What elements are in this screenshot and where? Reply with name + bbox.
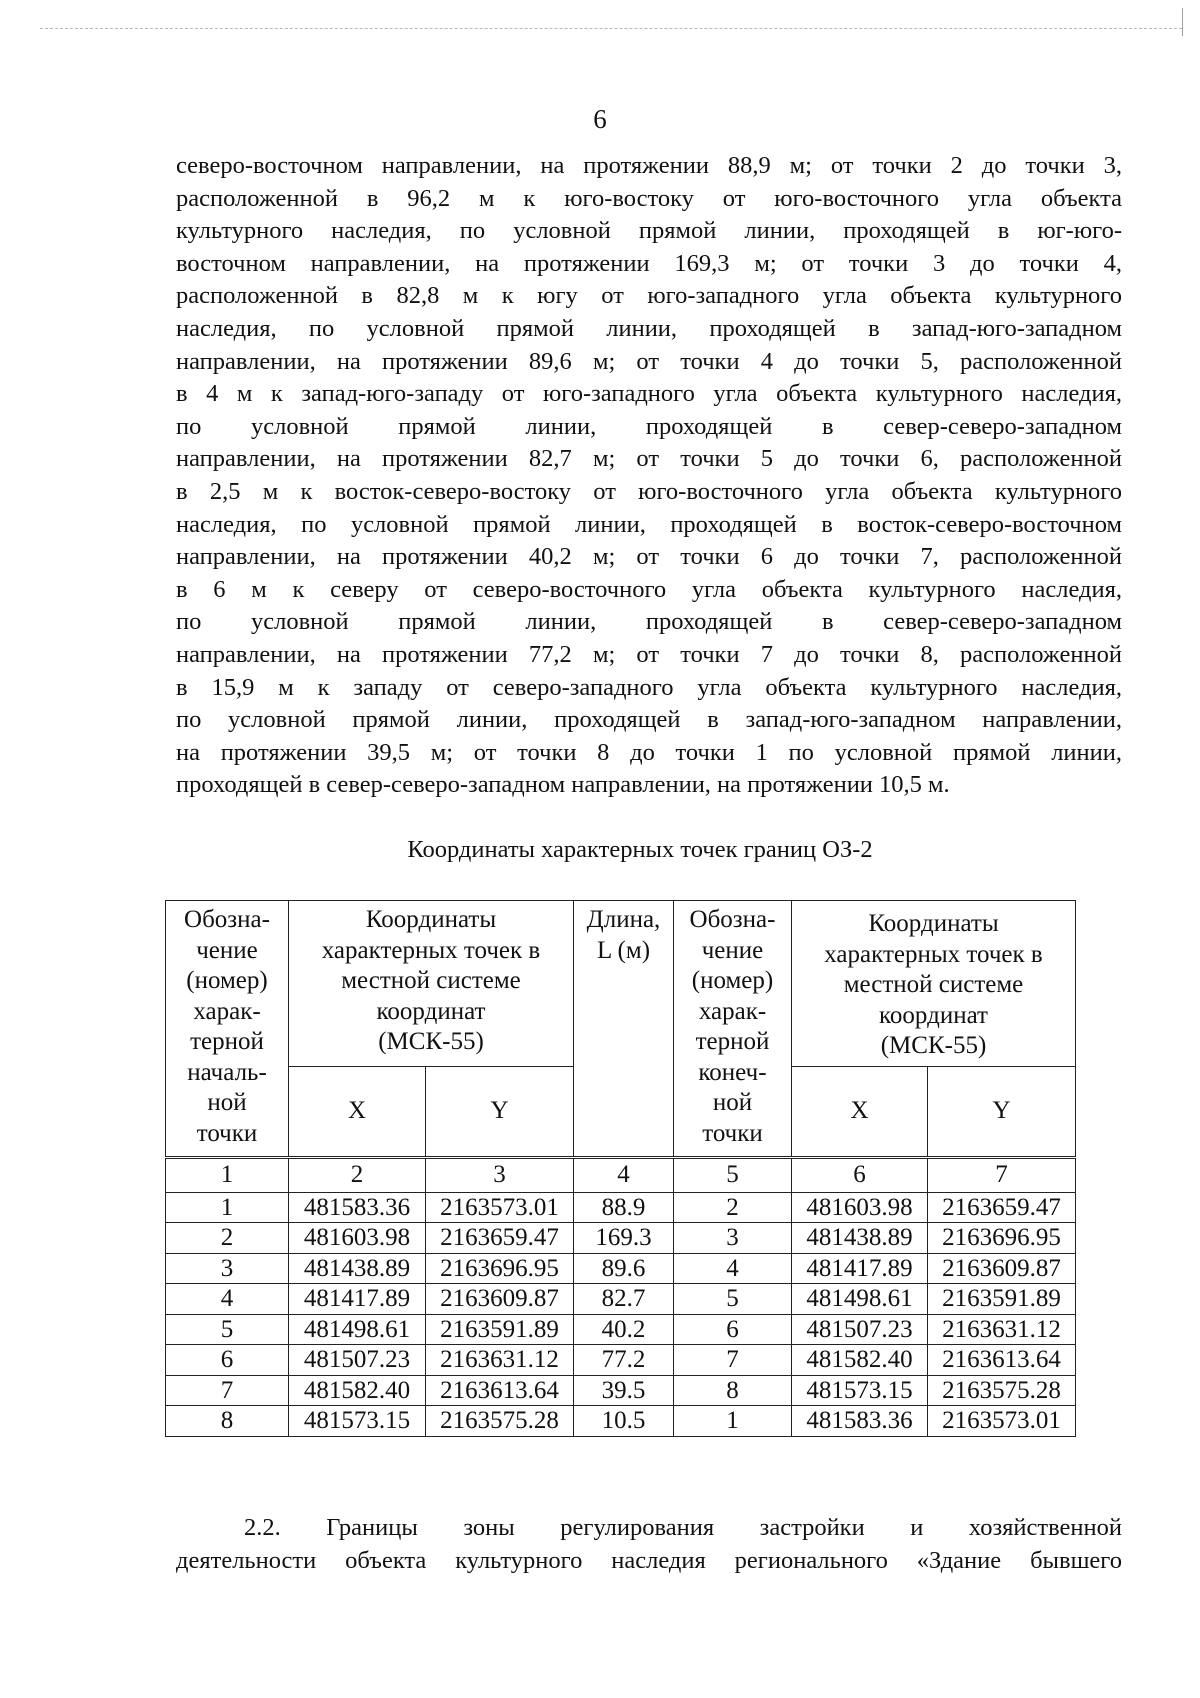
text-line: наследия, по условной прямой линии, проходящей в восток-северо-восточном (176, 510, 1122, 538)
table-row (166, 1253, 1076, 1284)
table-row (166, 1192, 1076, 1223)
table-cell: 481507.23 (792, 1314, 928, 1345)
text-line: 2.2. Границы зоны регулирования застройки и хозяйственной (244, 1514, 1122, 1541)
table-cell: 481603.98 (792, 1192, 928, 1223)
table-cell: 481507.23 (289, 1345, 426, 1376)
table-cell: 481582.40 (289, 1375, 426, 1406)
text-line: направлении, на протяжении 77,2 м; от точки 7 до точки 8, расположенной (176, 640, 1122, 668)
table-cell: 4 (674, 1253, 792, 1284)
column-number: 1 (166, 1158, 289, 1193)
text-line: направлении, на протяжении 89,6 м; от точки 4 до точки 5, расположенной (176, 347, 1122, 375)
table-cell: 2163575.28 (426, 1406, 574, 1437)
table-row (166, 1284, 1076, 1315)
table-row (166, 1314, 1076, 1345)
header-start-point: Обозна- чение (номер) харак- терной началь- ной точки (166, 901, 289, 1158)
column-number: 4 (574, 1158, 674, 1193)
text-line: по условной прямой линии, проходящей в север-северо-западном (176, 412, 1122, 440)
text-line: северо-восточном направлении, на протяжении 88,9 м; от точки 2 до точки 3, (176, 152, 1122, 179)
text-line: культурного наследия, по условной прямой линии, проходящей в юг-юго- (176, 217, 1122, 245)
table-cell: 2163631.12 (928, 1314, 1076, 1345)
table-cell: 6 (166, 1345, 289, 1376)
scan-edge-line (40, 28, 1182, 29)
table-cell: 2163696.95 (928, 1223, 1076, 1254)
header-x-start: X (289, 1066, 426, 1157)
table-row (166, 1406, 1076, 1437)
table-cell: 481603.98 (289, 1223, 426, 1254)
column-number-row (166, 1158, 1076, 1193)
text-line: деятельности объекта культурного наследия регионального «Здание бывшего (176, 1546, 1122, 1574)
table-cell: 481498.61 (289, 1314, 426, 1345)
table-cell: 2163659.47 (426, 1223, 574, 1254)
table-cell: 481583.36 (792, 1406, 928, 1437)
page-number: 6 (593, 104, 607, 134)
text-line: проходящей в север-северо-западном направлении, на протяжении 10,5 м. (176, 771, 950, 799)
table-cell: 2 (166, 1223, 289, 1254)
text-line: направлении, на протяжении 40,2 м; от точки 6 до точки 7, расположенной (176, 543, 1122, 571)
text-line: на протяжении 39,5 м; от точки 8 до точки 1 по условной прямой линии, (176, 738, 1122, 766)
header-x-end: X (792, 1066, 928, 1157)
column-number: 2 (289, 1158, 426, 1193)
text-line: в 4 м к запад-юго-западу от юго-западного угла объекта культурного наследия, (176, 380, 1122, 408)
table-cell: 481417.89 (289, 1284, 426, 1315)
text-line: восточном направлении, на протяжении 169,3 м; от точки 3 до точки 4, (176, 249, 1122, 277)
text-line: направлении, на протяжении 82,7 м; от точки 5 до точки 6, расположенной (176, 445, 1122, 473)
text-line: в 6 м к северу от северо-восточного угла объекта культурного наследия, (176, 575, 1122, 603)
table-cell: 2163575.28 (928, 1375, 1076, 1406)
table-cell: 1 (674, 1406, 792, 1437)
table-cell: 1 (166, 1192, 289, 1223)
table-row (166, 1375, 1076, 1406)
text-line: расположенной в 96,2 м к юго-востоку от юго-восточного угла объекта (176, 184, 1122, 212)
column-number: 7 (928, 1158, 1076, 1193)
scan-edge-mark (1182, 8, 1183, 36)
header-y-end: Y (928, 1066, 1076, 1157)
table-cell: 481573.15 (289, 1406, 426, 1437)
table-cell: 481438.89 (792, 1223, 928, 1254)
table-cell: 10.5 (574, 1406, 674, 1437)
header-y-start: Y (426, 1066, 574, 1157)
table-cell: 8 (674, 1375, 792, 1406)
table-cell: 481417.89 (792, 1253, 928, 1284)
header-length: Длина, L (м) (574, 901, 674, 1158)
table-cell: 88.9 (574, 1192, 674, 1223)
table-cell: 2163613.64 (928, 1345, 1076, 1376)
table-cell: 481573.15 (792, 1375, 928, 1406)
table-cell: 40.2 (574, 1314, 674, 1345)
table-cell: 82.7 (574, 1284, 674, 1315)
table-cell: 5 (166, 1314, 289, 1345)
table-cell: 8 (166, 1406, 289, 1437)
header-end-point: Обозна- чение (номер) харак- терной конеч- ной точки (674, 901, 792, 1158)
table-row (166, 1345, 1076, 1376)
table-cell: 4 (166, 1284, 289, 1315)
header-end-coordinates: Координаты характерных точек в местной системе координат (МСК-55) (792, 901, 1076, 1067)
table-cell: 2163696.95 (426, 1253, 574, 1284)
header-start-coordinates: Координаты характерных точек в местной системе координат (МСК-55) (289, 901, 574, 1067)
table-cell: 2163591.89 (426, 1314, 574, 1345)
table-cell: 2163609.87 (928, 1253, 1076, 1284)
table-cell: 481583.36 (289, 1192, 426, 1223)
table-cell: 5 (674, 1284, 792, 1315)
table-cell: 169.3 (574, 1223, 674, 1254)
table-cell: 2163609.87 (426, 1284, 574, 1315)
table-cell: 2163631.12 (426, 1345, 574, 1376)
coordinates-table (165, 900, 1076, 1437)
table-cell: 77.2 (574, 1345, 674, 1376)
table-cell: 481438.89 (289, 1253, 426, 1284)
table-cell: 2163591.89 (928, 1284, 1076, 1315)
table-cell: 89.6 (574, 1253, 674, 1284)
column-number: 6 (792, 1158, 928, 1193)
table-cell: 2163573.01 (426, 1192, 574, 1223)
table-title: Координаты характерных точек границ ОЗ-2 (407, 836, 873, 863)
text-line: расположенной в 82,8 м к югу от юго-западного угла объекта культурного (176, 282, 1122, 310)
section-2-2-paragraph (176, 1512, 1122, 1577)
text-line: по условной прямой линии, проходящей в запад-юго-западном направлении, (176, 706, 1122, 734)
text-line: по условной прямой линии, проходящей в север-северо-западном (176, 608, 1122, 636)
table-cell: 481582.40 (792, 1345, 928, 1376)
table-cell: 481498.61 (792, 1284, 928, 1315)
table-cell: 2163573.01 (928, 1406, 1076, 1437)
table-cell: 39.5 (574, 1375, 674, 1406)
table-cell: 7 (166, 1375, 289, 1406)
text-line: в 15,9 м к западу от северо-западного угла объекта культурного наследия, (176, 673, 1122, 701)
table-cell: 2163659.47 (928, 1192, 1076, 1223)
table-cell: 6 (674, 1314, 792, 1345)
table-cell: 2 (674, 1192, 792, 1223)
table-cell: 3 (166, 1253, 289, 1284)
table-row (166, 1223, 1076, 1254)
text-line: наследия, по условной прямой линии, проходящей в запад-юго-западном (176, 314, 1122, 342)
table-cell: 2163613.64 (426, 1375, 574, 1406)
column-number: 3 (426, 1158, 574, 1193)
body-paragraph (176, 150, 1122, 802)
table-cell: 3 (674, 1223, 792, 1254)
text-line: в 2,5 м к восток-северо-востоку от юго-восточного угла объекта культурного (176, 477, 1122, 505)
table-cell: 7 (674, 1345, 792, 1376)
column-number: 5 (674, 1158, 792, 1193)
